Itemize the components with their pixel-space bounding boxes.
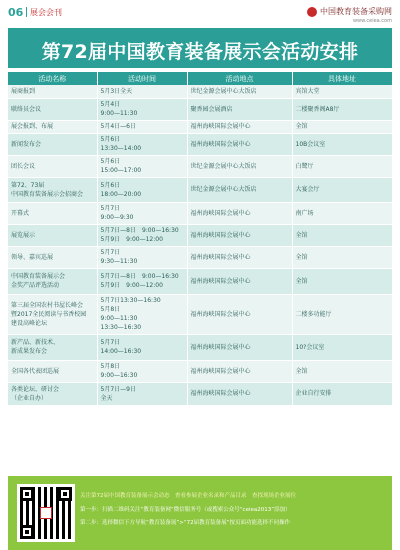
qr-finder xyxy=(58,487,72,501)
cell-activity-time: 5月7日 9:00—9:30 xyxy=(97,202,187,224)
qr-center-logo xyxy=(40,507,52,519)
cell-activity-time: 5月3日全天 xyxy=(97,85,187,98)
cell-activity-time: 5月6日 13:30—14:00 xyxy=(97,133,187,155)
title-banner xyxy=(8,28,392,68)
table-row xyxy=(8,382,392,405)
cell-activity-name: 展览展示 xyxy=(8,224,97,246)
cell-activity-name: 团长会议 xyxy=(8,155,97,177)
cell-activity-time: 5月7日—8日 9:00—16:30 5月9日 9:00—12:00 xyxy=(97,224,187,246)
footer-step-two: 第二步：选择微信下方导航“教育装备展”>“72届教育装备展”按页面功能选择不同操作 xyxy=(80,520,291,526)
table-row xyxy=(8,85,392,98)
cell-activity-venue: 福州海峡国际会展中心 xyxy=(187,202,292,224)
table-row xyxy=(8,120,392,133)
cell-activity-venue: 福州海峡国际会展中心 xyxy=(187,294,292,334)
table-row xyxy=(8,177,392,202)
table-body xyxy=(8,85,392,405)
cell-activity-name: 联络员会议 xyxy=(8,98,97,120)
cell-activity-time: 5月4日—6日 xyxy=(97,120,187,133)
brand-url: www.ceiea.com xyxy=(352,18,392,24)
cell-activity-venue: 福州海峡国际会展中心 xyxy=(187,120,292,133)
section-label: 展会会刊 xyxy=(30,8,62,17)
cell-activity-address: 白鹭厅 xyxy=(292,155,392,177)
header-divider xyxy=(26,7,27,17)
cell-activity-address: 全馆 xyxy=(292,246,392,268)
table-row xyxy=(8,98,392,120)
cell-activity-name: 中国教育装备展示会 金奖产品评选活动 xyxy=(8,268,97,294)
cell-activity-time: 5月7日13:30—16:30 5月8日 9:00—11:30 13:30—16:30 xyxy=(97,294,187,334)
cell-activity-time: 5月7日 9:30—11:30 xyxy=(97,246,187,268)
footer-headline: 关注第72届中国教育装备展示会动态 查看参展企业名录和产品目录 查找现场企业展位 xyxy=(80,493,297,499)
cell-activity-venue: 世纪金源会展中心大饭店 xyxy=(187,177,292,202)
column-header-name: 活动名称 xyxy=(8,72,97,85)
qr-finder xyxy=(20,525,34,539)
cell-activity-address: 10?会议室 xyxy=(292,334,392,360)
table-row xyxy=(8,202,392,224)
brand-logo-icon xyxy=(307,7,317,17)
cell-activity-time: 5月8日 9:00—16:30 xyxy=(97,360,187,382)
qr-pattern xyxy=(20,487,72,539)
schedule-table xyxy=(8,72,393,406)
cell-activity-name: 新产品、新技术、 新成果发布会 xyxy=(8,334,97,360)
cell-activity-time: 5月6日 18:00—20:00 xyxy=(97,177,187,202)
cell-activity-name: 开幕式 xyxy=(8,202,97,224)
cell-activity-venue: 福州海峡国际会展中心 xyxy=(187,133,292,155)
qr-code-icon[interactable] xyxy=(17,484,75,542)
cell-activity-address: 企业自行安排 xyxy=(292,382,392,405)
cell-activity-venue: 世纪金源会展中心大饭店 xyxy=(187,155,292,177)
cell-activity-name: 第72、73届 中国教育装备展示会招商会 xyxy=(8,177,97,202)
table-row xyxy=(8,268,392,294)
footer-banner xyxy=(8,476,392,550)
table-row xyxy=(8,360,392,382)
table-row xyxy=(8,133,392,155)
cell-activity-name: 展商报到 xyxy=(8,85,97,98)
cell-activity-time: 5月4日 9:00—11:30 xyxy=(97,98,187,120)
column-header-time: 活动时间 xyxy=(97,72,187,85)
column-header-address: 具体地址 xyxy=(292,72,392,85)
cell-activity-venue: 福州海峡国际会展中心 xyxy=(187,360,292,382)
cell-activity-time: 5月7日—9日 全天 xyxy=(97,382,187,405)
table-row xyxy=(8,155,392,177)
cell-activity-address: 全馆 xyxy=(292,268,392,294)
brand xyxy=(307,6,392,24)
table-row xyxy=(8,224,392,246)
cell-activity-venue: 福州海峡国际会展中心 xyxy=(187,382,292,405)
cell-activity-name: 新闻发布会 xyxy=(8,133,97,155)
cell-activity-name: 全国各代表团巡展 xyxy=(8,360,97,382)
footer-step-one: 第一步：扫描二维码关注“教育装备网”微信服务号（或搜索公众号“ceiea2013”添加） xyxy=(80,507,291,513)
cell-activity-address: 大宴会厅 xyxy=(292,177,392,202)
table-row xyxy=(8,334,392,360)
cell-activity-address: 宾馆大堂 xyxy=(292,85,392,98)
cell-activity-time: 5月7日—8日 9:00—16:30 5月9日 9:00—12:00 xyxy=(97,268,187,294)
cell-activity-address: 二楼多功能厅 xyxy=(292,294,392,334)
qr-finder xyxy=(20,487,34,501)
cell-activity-address: 全馆 xyxy=(292,360,392,382)
table-row xyxy=(8,294,392,334)
cell-activity-address: 全馆 xyxy=(292,120,392,133)
cell-activity-name: 展会报到、布展 xyxy=(8,120,97,133)
page-number: 06 xyxy=(8,6,24,19)
cell-activity-name: 领导、嘉宾巡展 xyxy=(8,246,97,268)
cell-activity-time: 5月6日 15:00—17:00 xyxy=(97,155,187,177)
cell-activity-venue: 世纪金源会展中心大饭店 xyxy=(187,85,292,98)
page-header xyxy=(0,0,400,26)
cell-activity-venue: 福州海峡国际会展中心 xyxy=(187,246,292,268)
cell-activity-address: 10B会议室 xyxy=(292,133,392,155)
cell-activity-time: 5月7日 14:00—16:30 xyxy=(97,334,187,360)
table-header-row xyxy=(8,72,392,85)
column-header-venue: 活动地点 xyxy=(187,72,292,85)
brand-name: 中国教育装备采购网 xyxy=(320,7,392,16)
page-title: 第72届中国教育装备展示会活动安排 xyxy=(41,41,359,63)
cell-activity-address: 全馆 xyxy=(292,224,392,246)
cell-activity-venue: 福州海峡国际会展中心 xyxy=(187,268,292,294)
cell-activity-name: 各类论坛、研讨会 （企业自办） xyxy=(8,382,97,405)
cell-activity-venue: 福州海峡国际会展中心 xyxy=(187,334,292,360)
cell-activity-name: 第三届全国农村书屋长峰会 暨2017全民阅读与书香校园 建设高峰论坛 xyxy=(8,294,97,334)
table-row xyxy=(8,246,392,268)
cell-activity-address: 南广场 xyxy=(292,202,392,224)
cell-activity-address: 二楼聚香阁A8厅 xyxy=(292,98,392,120)
cell-activity-venue: 福州海峡国际会展中心 xyxy=(187,224,292,246)
cell-activity-venue: 聚香园会展酒店 xyxy=(187,98,292,120)
